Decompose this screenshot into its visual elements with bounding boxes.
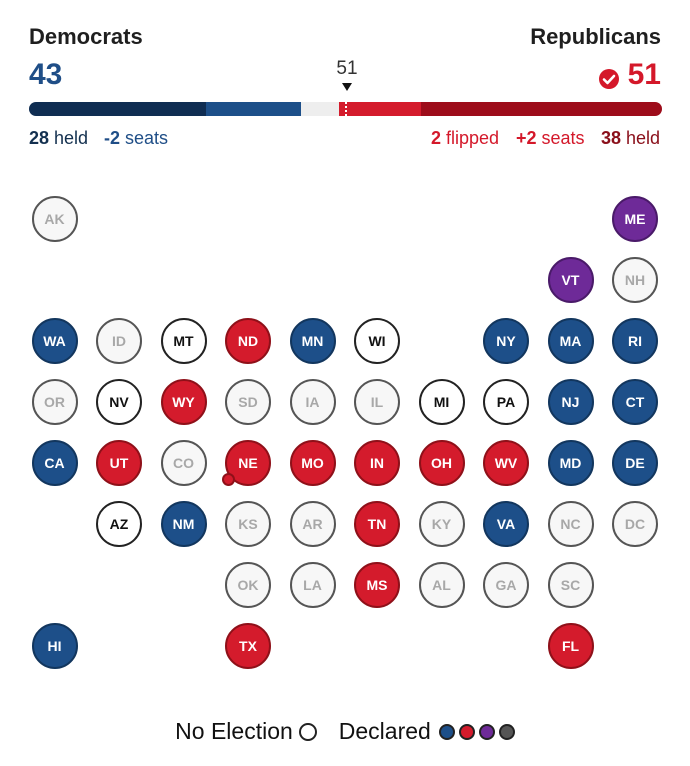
state-tile-tn[interactable]: TN [354, 501, 400, 547]
state-tile-nj[interactable]: NJ [548, 379, 594, 425]
dem-change-label: seats [120, 128, 169, 148]
state-tile-id[interactable]: ID [96, 318, 142, 364]
rep-change-number: +2 [516, 128, 537, 148]
state-tile-ut[interactable]: UT [96, 440, 142, 486]
state-tile-nm[interactable]: NM [161, 501, 207, 547]
rep-change-label: seats [536, 128, 585, 148]
state-tile-ga[interactable]: GA [483, 562, 529, 608]
legend-dem-swatch [439, 724, 455, 740]
state-tile-ia[interactable]: IA [290, 379, 336, 425]
state-tile-sc[interactable]: SC [548, 562, 594, 608]
state-tile-ar[interactable]: AR [290, 501, 336, 547]
state-tile-il[interactable]: IL [354, 379, 400, 425]
state-tile-ct[interactable]: CT [612, 379, 658, 425]
state-tile-nh[interactable]: NH [612, 257, 658, 303]
state-tile-ny[interactable]: NY [483, 318, 529, 364]
state-tile-va[interactable]: VA [483, 501, 529, 547]
state-tile-ky[interactable]: KY [419, 501, 465, 547]
state-tile-tx[interactable]: TX [225, 623, 271, 669]
state-tile-oh[interactable]: OH [419, 440, 465, 486]
legend-rep-swatch [459, 724, 475, 740]
state-tile-wi[interactable]: WI [354, 318, 400, 364]
state-tile-me[interactable]: ME [612, 196, 658, 242]
state-tile-dc[interactable]: DC [612, 501, 658, 547]
democrats-seat-total: 43 [29, 58, 63, 91]
ne-district-dot[interactable] [222, 473, 235, 486]
republicans-seat-total: 51 [627, 58, 661, 91]
state-tile-nc[interactable]: NC [548, 501, 594, 547]
state-tile-az[interactable]: AZ [96, 501, 142, 547]
state-tile-or[interactable]: OR [32, 379, 78, 425]
state-tile-ri[interactable]: RI [612, 318, 658, 364]
state-tile-ne[interactable]: NE [225, 440, 271, 486]
legend-declared-label: Declared [338, 718, 431, 744]
state-tile-ks[interactable]: KS [225, 501, 271, 547]
state-tile-ma[interactable]: MA [548, 318, 594, 364]
legend [0, 718, 690, 745]
state-tile-wy[interactable]: WY [161, 379, 207, 425]
state-tile-nd[interactable]: ND [225, 318, 271, 364]
state-tile-mo[interactable]: MO [290, 440, 336, 486]
state-tile-ms[interactable]: MS [354, 562, 400, 608]
rep-held-number: 38 [601, 128, 622, 148]
state-tile-co[interactable]: CO [161, 440, 207, 486]
dem-held-number: 28 [29, 128, 50, 148]
rep-flipped-number: 2 [431, 128, 442, 148]
state-tile-hi[interactable]: HI [32, 623, 78, 669]
state-tile-pa[interactable]: PA [483, 379, 529, 425]
state-tile-ca[interactable]: CA [32, 440, 78, 486]
state-tile-ak[interactable]: AK [32, 196, 78, 242]
state-tile-ok[interactable]: OK [225, 562, 271, 608]
state-tile-sd[interactable]: SD [225, 379, 271, 425]
state-tile-in[interactable]: IN [354, 440, 400, 486]
state-tile-mt[interactable]: MT [161, 318, 207, 364]
state-tile-mi[interactable]: MI [419, 379, 465, 425]
dem-held-label: held [49, 128, 89, 148]
state-tile-md[interactable]: MD [548, 440, 594, 486]
state-tile-nv[interactable]: NV [96, 379, 142, 425]
rep-held-label: held [621, 128, 661, 148]
legend-other-swatch [499, 724, 515, 740]
state-tile-vt[interactable]: VT [548, 257, 594, 303]
state-tile-wa[interactable]: WA [32, 318, 78, 364]
state-tile-la[interactable]: LA [290, 562, 336, 608]
state-tile-wv[interactable]: WV [483, 440, 529, 486]
republicans-label: Republicans [530, 24, 661, 49]
state-tile-de[interactable]: DE [612, 440, 658, 486]
legend-independent-swatch [479, 724, 495, 740]
legend-no-election-label: No Election [175, 718, 293, 744]
state-tile-fl[interactable]: FL [548, 623, 594, 669]
democrats-label: Democrats [29, 24, 143, 49]
rep-flipped-label: flipped [441, 128, 500, 148]
majority-threshold: 51 [336, 58, 358, 79]
dem-change-number: -2 [104, 128, 121, 148]
state-tile-mn[interactable]: MN [290, 318, 336, 364]
state-tile-al[interactable]: AL [419, 562, 465, 608]
legend-no-election-swatch [299, 723, 317, 741]
